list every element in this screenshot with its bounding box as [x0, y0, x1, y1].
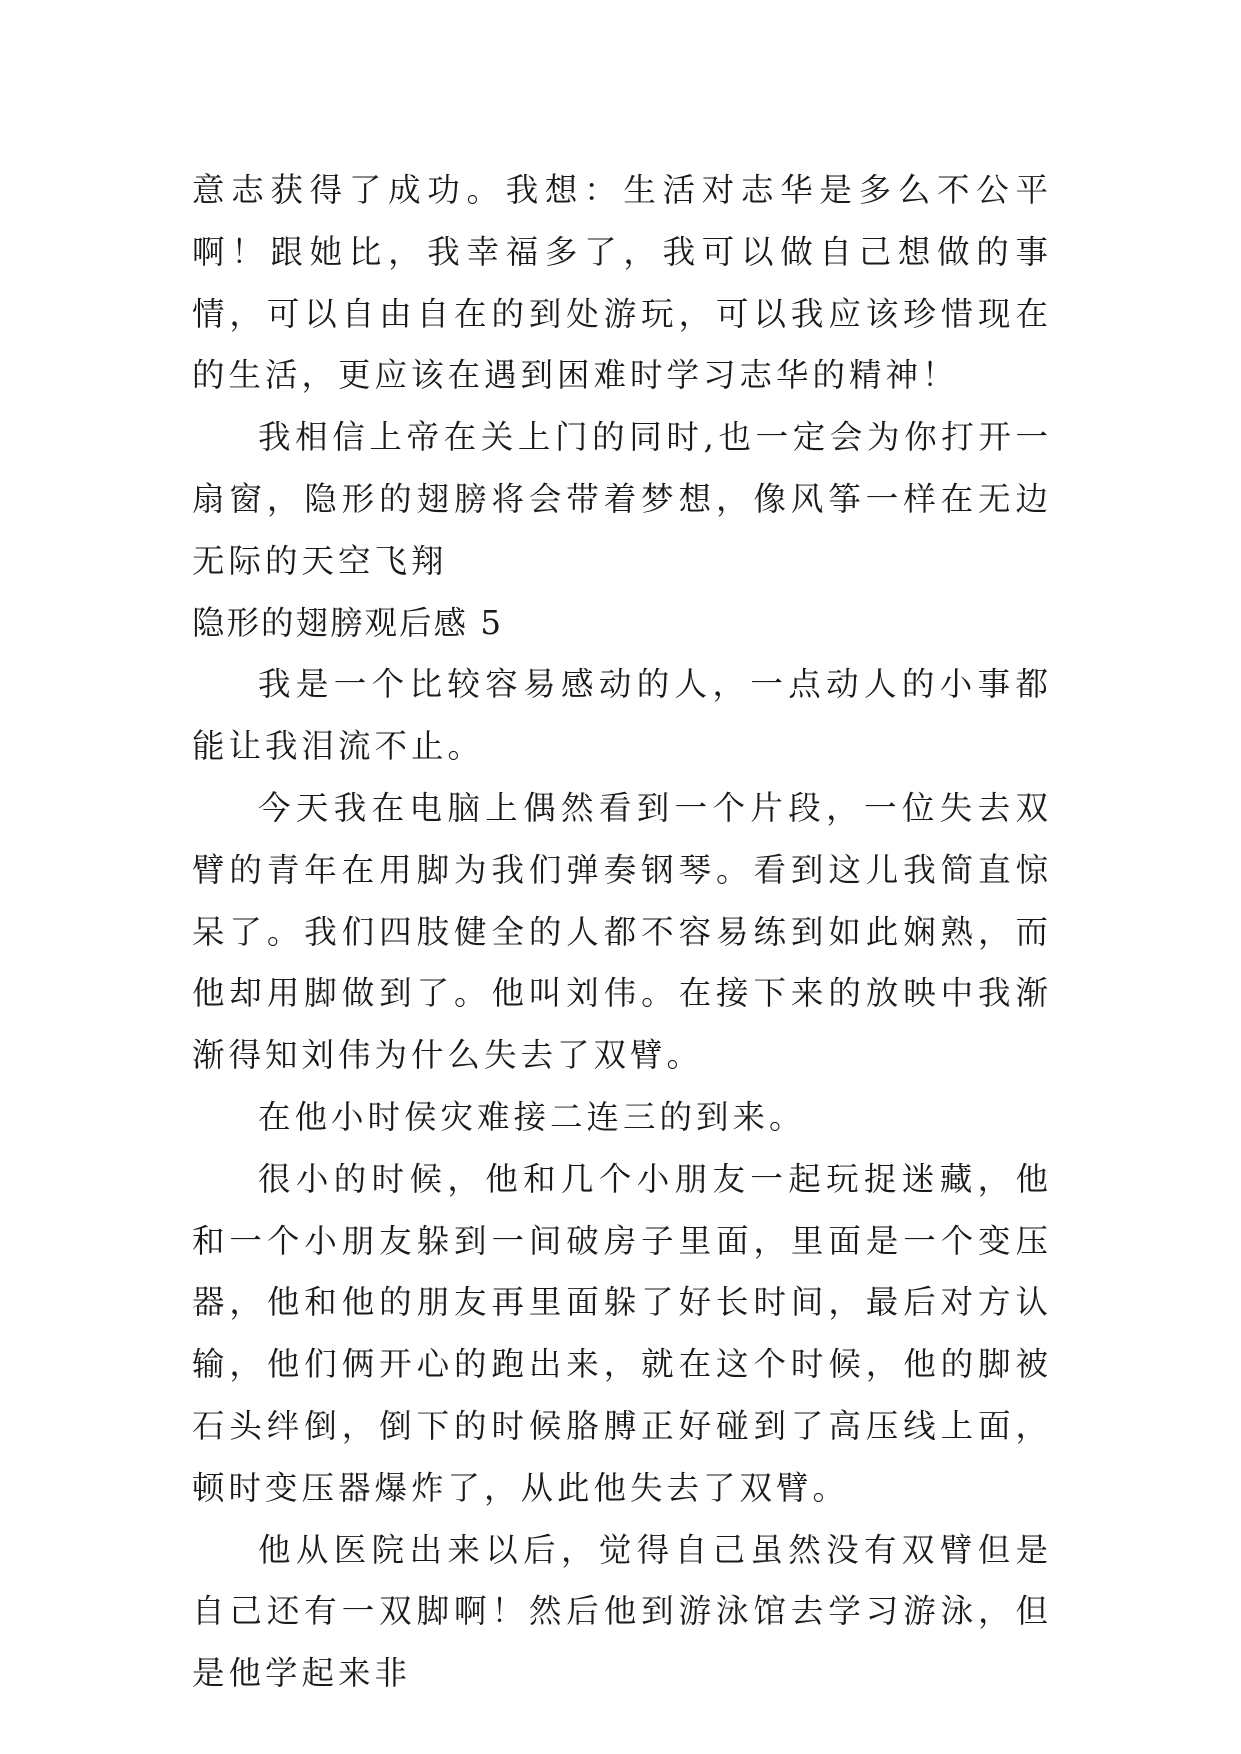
section-title: 隐形的翅膀观后感 5	[192, 603, 504, 642]
paragraph: 他从医院出来以后，觉得自己虽然没有双臂但是自己还有一双脚啊！然后他到游泳馆去学习游泳，但是他学起来非	[192, 1530, 1052, 1693]
paragraph-continuation: 意志获得了成功。我想：生活对志华是多么不公平啊！跟她比，我幸福多了，我可以做自己想做的事情，可以自由自在的到处游玩，可以我应该珍惜现在的生活，更应该在遇到困难时学习志华的精神！	[192, 171, 1052, 395]
document-body	[192, 160, 1052, 1705]
paragraph-wings-quote: 我相信上帝在关上门的同时,也一定会为你打开一扇窗，隐形的翅膀将会带着梦想，像风筝一样在无边无际的天空飞翔	[192, 418, 1052, 580]
paragraph: 很小的时候，他和几个小朋友一起玩捉迷藏，他和一个小朋友躲到一间破房子里面，里面是一个变压器，他和他的朋友再里面躲了好长时间，最后对方认输，他们俩开心的跑出来，就在这个时候，他的脚被石头绊倒，倒下的时候胳膊正好碰到了高压线上面，顿时变压器爆炸了，从此他失去了双臂。	[192, 1159, 1052, 1507]
paragraph: 在他小时侯灾难接二连三的到来。	[258, 1097, 806, 1136]
paragraph: 今天我在电脑上偶然看到一个片段，一位失去双臂的青年在用脚为我们弹奏钢琴。看到这儿我简直惊呆了。我们四肢健全的人都不容易练到如此娴熟，而他却用脚做到了。他叫刘伟。在接下来的放映中我渐渐得知刘伟为什么失去了双臂。	[192, 788, 1052, 1075]
paragraph: 我是一个比较容易感动的人，一点动人的小事都能让我泪流不止。	[192, 665, 1052, 766]
